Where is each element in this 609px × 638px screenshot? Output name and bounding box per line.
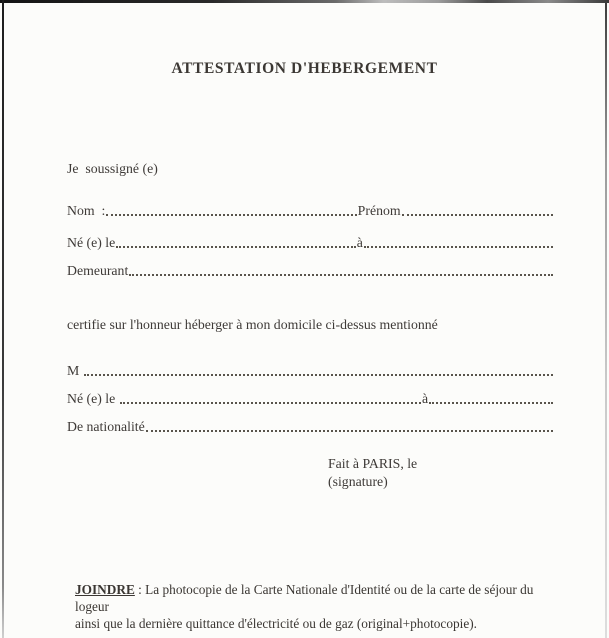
nom-dotted-line — [106, 214, 356, 216]
field-row-demeurant — [67, 261, 554, 280]
m-dotted-line — [84, 374, 553, 376]
joindre-label: JOINDRE — [75, 582, 135, 597]
document-title: ATTESTATION D'HEBERGEMENT — [171, 60, 438, 77]
ne-le-2-label: Né (e) le — [67, 391, 119, 406]
field-row-ne-le-1 — [67, 233, 554, 252]
field-row-m — [67, 361, 554, 380]
joindre-note — [75, 581, 557, 632]
fait-a-line: Fait à PARIS, le — [328, 456, 418, 471]
field-row-ne-le-2 — [67, 389, 554, 408]
a-2-dotted-line — [429, 402, 553, 404]
ne-le-2-dotted-line — [120, 402, 421, 404]
demeurant-dotted-line — [129, 274, 553, 276]
ne-le-dotted-line — [116, 246, 355, 248]
scan-edge-right — [605, 0, 607, 638]
a-label: à — [356, 235, 363, 250]
nom-label: Nom : — [67, 203, 106, 218]
scan-edge-top — [0, 0, 609, 3]
joindre-line2: ainsi que la dernière quittance d'électricité ou de gaz (original+photocopie). — [75, 616, 477, 631]
intro-line: Je soussigné (e) — [67, 161, 158, 176]
joindre-line1-rest: : La photocopie de la Carte Nationale d'Identité ou de la carte de séjour du logeur — [75, 582, 534, 614]
field-row-nom-prenom — [67, 201, 554, 220]
ne-le-label: Né (e) le — [67, 235, 116, 250]
certify-statement: certifie sur l'honneur héberger à mon domicile ci-dessus mentionné — [67, 317, 438, 332]
nationalite-label: De nationalité — [67, 419, 145, 434]
signature-hint: (signature) — [328, 473, 388, 489]
signature-block — [328, 455, 417, 490]
field-row-nationalite — [67, 417, 554, 436]
demeurant-label: Demeurant — [67, 263, 129, 278]
a-dotted-line — [364, 246, 553, 248]
m-label: M — [67, 363, 83, 378]
prenom-label: Prénom — [357, 203, 401, 218]
prenom-dotted-line — [402, 214, 553, 216]
a-2-label: à — [422, 391, 429, 406]
nationalite-dotted-line — [146, 430, 553, 432]
scan-edge-left — [2, 0, 4, 638]
